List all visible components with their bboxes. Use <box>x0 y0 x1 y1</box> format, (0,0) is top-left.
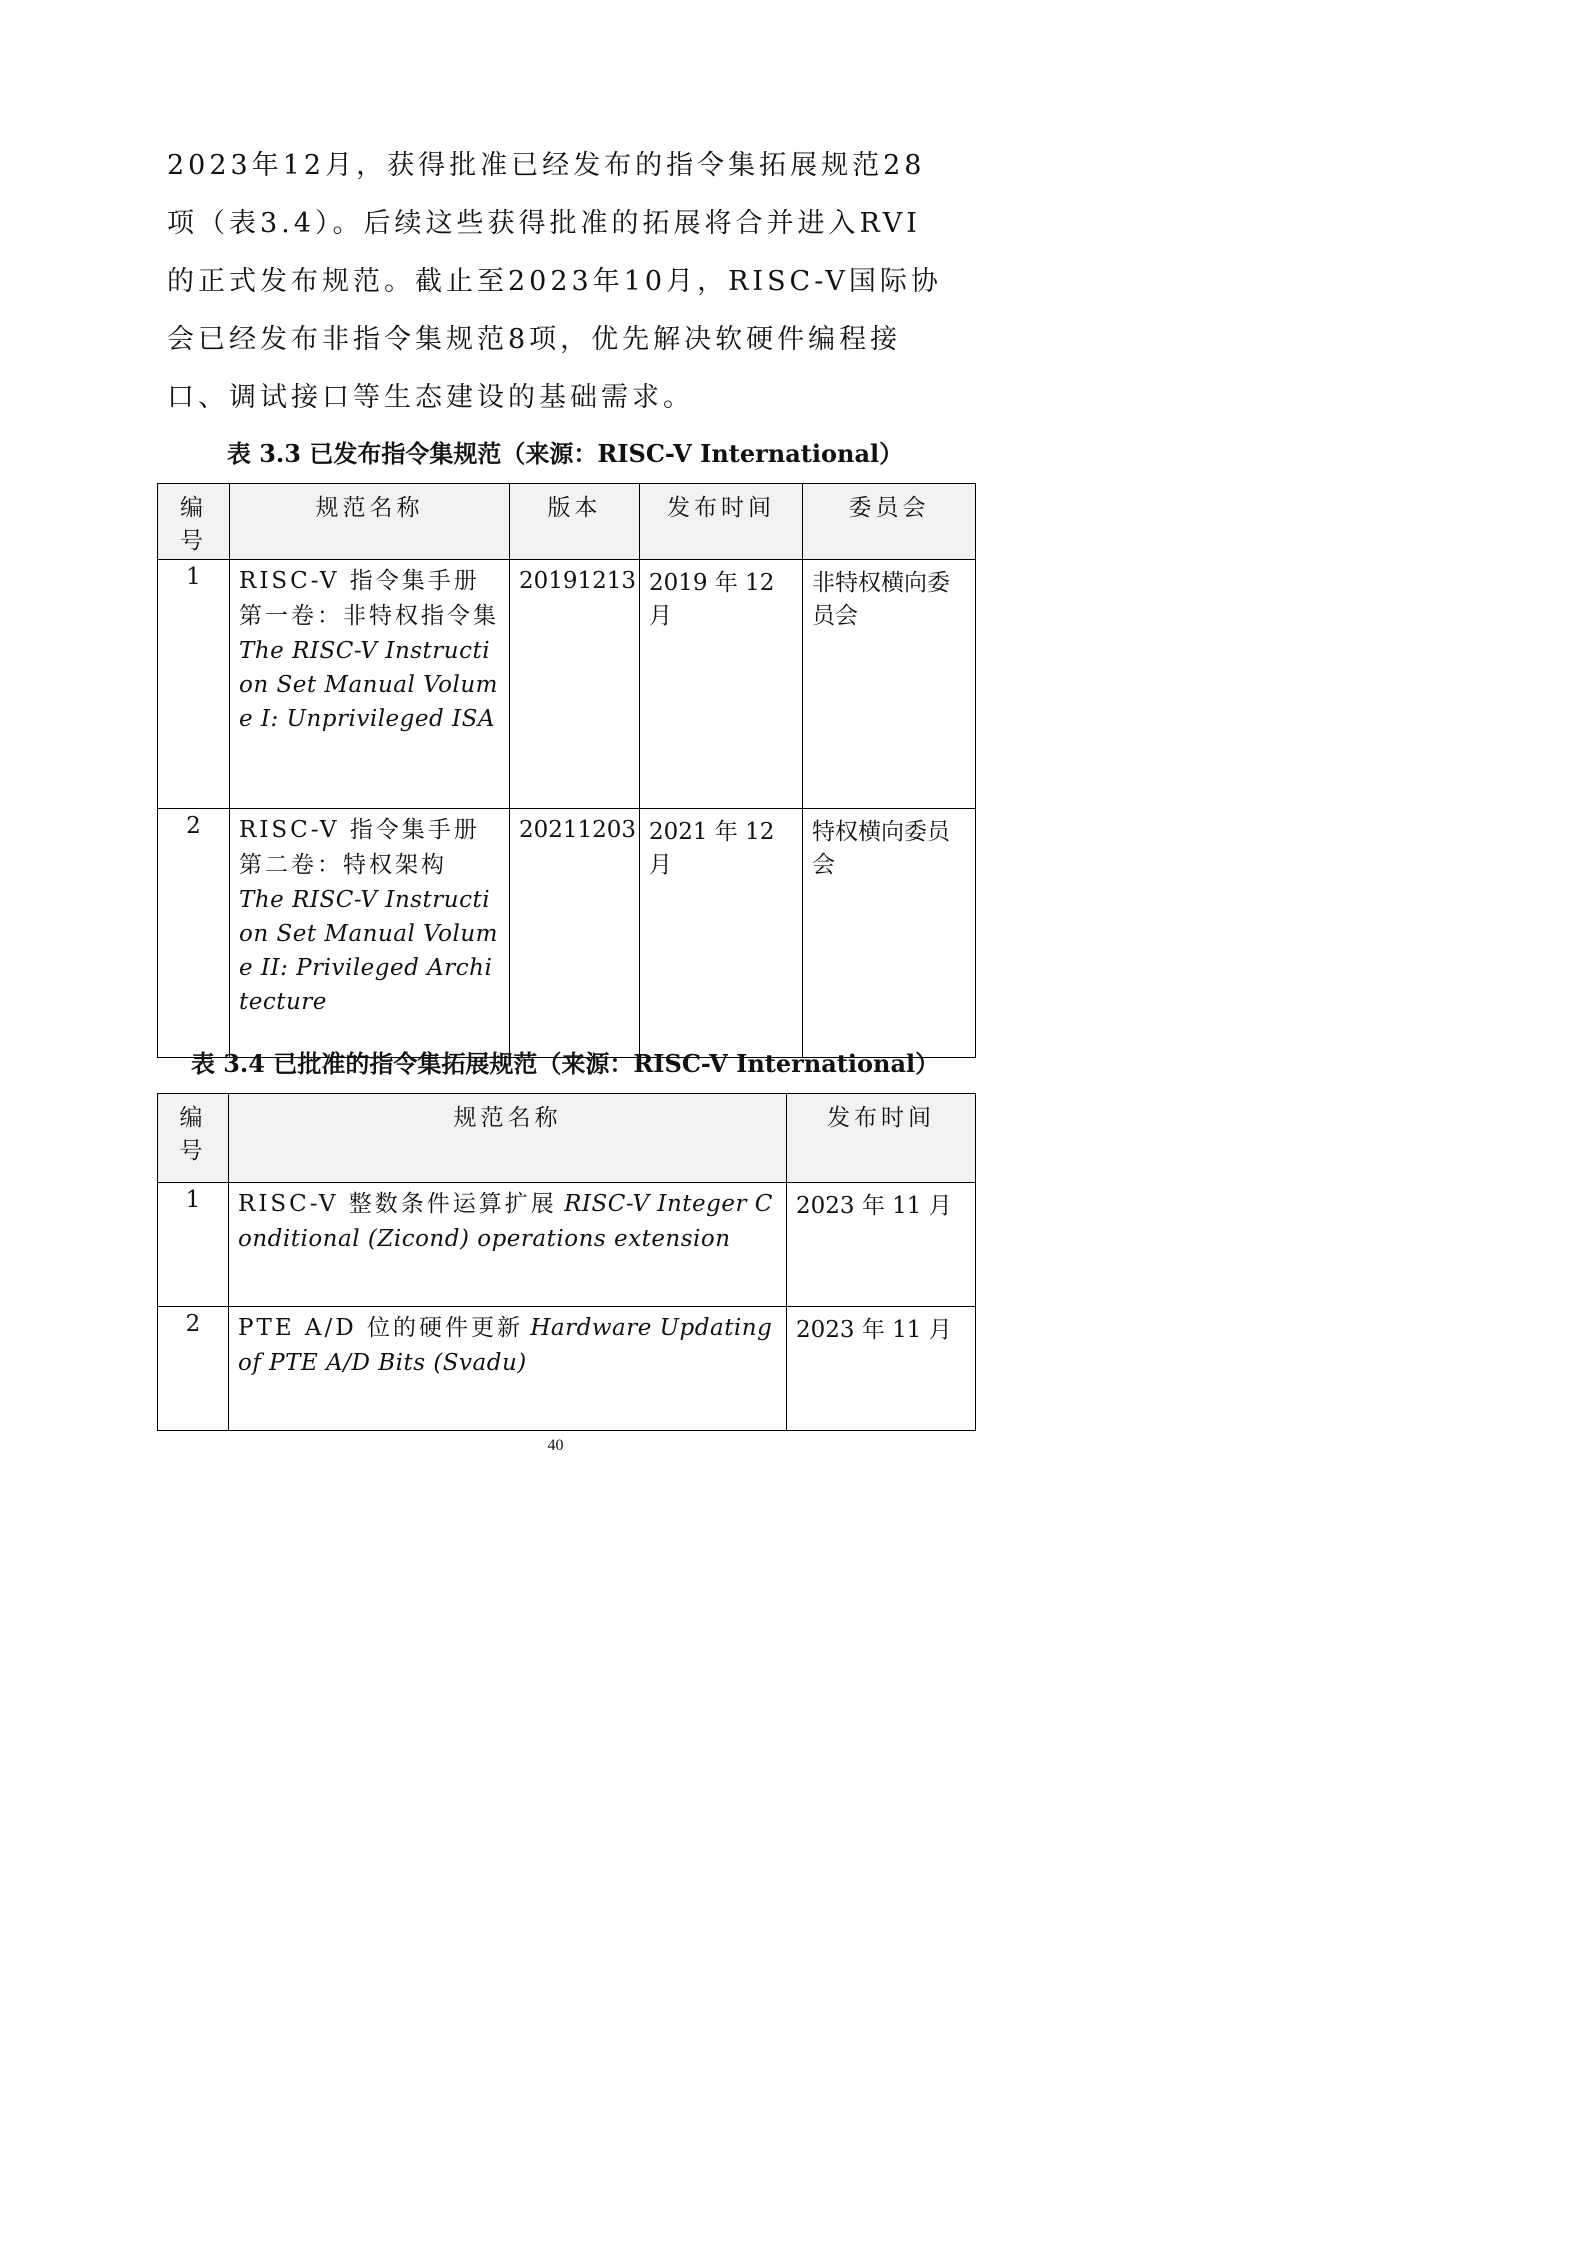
release-date-cell: 2023 年 11 月 <box>787 1307 976 1431</box>
version-cell: 20211203 <box>510 809 640 1058</box>
table-3-4 <box>157 1093 976 1431</box>
release-date-cell: 2021 年 12 月 <box>640 809 803 1058</box>
spec-name-cn: RISC-V 指令集手册 第一卷：非特权指令集 <box>239 568 499 629</box>
table-header-row <box>158 1094 976 1183</box>
spec-name-cn: PTE A/D 位的硬件更新 <box>238 1315 524 1341</box>
spec-name-cell <box>230 560 510 809</box>
spec-name-en: RISC-V Integer Conditional (Zicond) operations extension <box>238 1191 773 1252</box>
col-header-release-date: 发布时间 <box>787 1094 976 1183</box>
col-header-number: 编号 <box>158 1094 229 1183</box>
committee-cell: 特权横向委员会 <box>803 809 976 1058</box>
spec-name-cell <box>229 1183 787 1307</box>
spec-name-cn: RISC-V 指令集手册 第二卷：特权架构 <box>239 817 480 878</box>
spec-name-en: Hardware Updating of PTE A/D Bits (Svadu) <box>238 1315 773 1376</box>
release-date-cell: 2019 年 12 月 <box>640 560 803 809</box>
row-number: 1 <box>158 560 230 809</box>
table-row <box>158 560 976 809</box>
table-row <box>158 809 976 1058</box>
col-header-committee: 委员会 <box>803 484 976 560</box>
table-3-3 <box>157 483 976 1058</box>
body-paragraph: 2023年12月，获得批准已经发布的指令集拓展规范28项（表3.4）。后续这些获得批准的拓展将合并进入RVI的正式发布规范。截止至2023年10月，RISC-V国际协会已经发布非指令集规范8项，优先解决软硬件编程接口、调试接口等生态建设的基础需求。 <box>167 150 942 413</box>
committee-cell: 非特权横向委员会 <box>803 560 976 809</box>
table-3-3-caption: 表 3.3 已发布指令集规范（来源：RISC-V International） <box>226 439 904 468</box>
spec-name-cell <box>229 1307 787 1431</box>
table-3-4-caption: 表 3.4 已批准的指令集拓展规范（来源：RISC-V International） <box>190 1049 940 1078</box>
release-date-cell: 2023 年 11 月 <box>787 1183 976 1307</box>
table-row <box>158 1183 976 1307</box>
page-number: 40 <box>547 1437 564 1454</box>
version-cell: 20191213 <box>510 560 640 809</box>
col-header-version: 版本 <box>510 484 640 560</box>
spec-name-cn: RISC-V 整数条件运算扩展 <box>238 1191 557 1217</box>
spec-name-cell <box>230 809 510 1058</box>
col-header-release-date: 发布时间 <box>640 484 803 560</box>
table-row <box>158 1307 976 1431</box>
col-header-spec-name: 规范名称 <box>230 484 510 560</box>
col-header-spec-name: 规范名称 <box>229 1094 787 1183</box>
table-header-row <box>158 484 976 560</box>
col-header-number: 编号 <box>158 484 230 560</box>
row-number: 1 <box>158 1183 229 1307</box>
spec-name-en: The RISC-V Instruction Set Manual Volume I: Unprivileged ISA <box>239 638 498 732</box>
row-number: 2 <box>158 1307 229 1431</box>
spec-name-en: The RISC-V Instruction Set Manual Volume II: Privileged Architecture <box>239 887 498 1015</box>
row-number: 2 <box>158 809 230 1058</box>
